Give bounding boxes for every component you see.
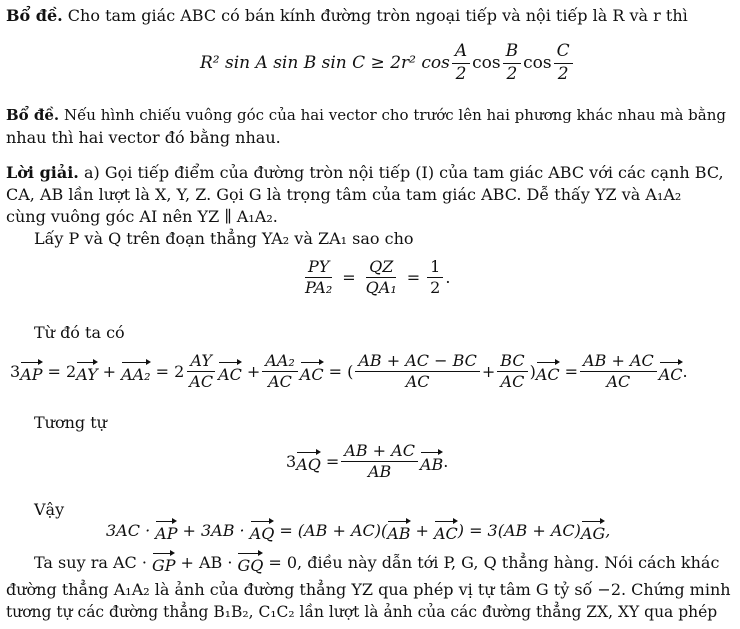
frac-c-over-2: $\frac{C}{2}$ bbox=[554, 42, 573, 84]
solution-line9: đường thẳng A₁A₂ là ảnh của đường thẳng YZ qua phép vị tự tâm G tỷ số −2. Chứng minh bbox=[6, 580, 731, 599]
term: + 3AB · bbox=[182, 521, 245, 540]
plus: + bbox=[246, 362, 261, 382]
frac-ab-ac-bc: $\frac{AB + AC - BC}{AC}$ bbox=[355, 352, 480, 392]
frac-ab-ac-over-ab: $\frac{AB + AC}{AB}$ bbox=[341, 442, 418, 482]
solution-line7: Vậy bbox=[34, 500, 65, 519]
lemma1-text: Cho tam giác ABC có bán kính đường tròn ngoại tiếp và nội tiếp là R và r thì bbox=[67, 6, 688, 25]
plus: + bbox=[102, 362, 117, 382]
lemma2-label: Bổ đề. bbox=[6, 106, 60, 124]
lemma1-label: Bổ đề. bbox=[6, 6, 63, 25]
vec-ac: AC bbox=[300, 359, 324, 384]
frac-ay-ac: $\frac{AY}{AC}$ bbox=[189, 351, 214, 392]
term: 3AC · bbox=[106, 521, 151, 540]
frac-qz-qa1: $\frac{QZ}{\text{QA₁}}$ bbox=[365, 257, 397, 298]
plus: + bbox=[481, 362, 496, 382]
lemma1-line bbox=[6, 6, 688, 25]
vec-ab: AB bbox=[420, 449, 443, 474]
frac-b-over-2: $\frac{B}{2}$ bbox=[503, 42, 522, 84]
lemma1-formula-left: R² sin A sin B sin C ≥ 2r² cos bbox=[200, 53, 450, 74]
paren: ) bbox=[529, 362, 536, 382]
vec-ay: AY bbox=[76, 359, 97, 384]
vector-equation-ag bbox=[106, 518, 610, 543]
plus: + bbox=[415, 521, 429, 540]
vec-ac: AC bbox=[536, 359, 560, 384]
vec-ap: AP bbox=[20, 359, 42, 384]
solution-line6: Tương tự bbox=[34, 413, 107, 432]
cos-2: cos bbox=[472, 53, 501, 74]
lemma1-formula bbox=[200, 42, 575, 84]
coef: 3 bbox=[286, 452, 297, 472]
solution-line10: tương tự các đường thẳng B₁B₂, C₁C₂ lần lượt là ảnh của các đường thẳng ZX, XY qua phép bbox=[6, 603, 718, 621]
lemma2-text1: Nếu hình chiếu vuông góc của hai vector cho trước lên hai phương khác nhau mà bằng bbox=[63, 106, 726, 124]
ratio-equation bbox=[300, 258, 450, 298]
frac-bc-ac: $\frac{BC}{AC}$ bbox=[497, 352, 527, 392]
vec-ag: AG bbox=[581, 518, 605, 543]
eq-sign: = bbox=[325, 452, 340, 472]
eq-term: = ( bbox=[328, 362, 354, 382]
period: . bbox=[682, 362, 688, 382]
vec-aa2: AA₂ bbox=[121, 359, 151, 384]
term: ) = 3(AB + AC) bbox=[457, 521, 581, 540]
period: . bbox=[445, 268, 451, 288]
lemma2-line2: nhau thì hai vector đó bằng nhau. bbox=[6, 128, 281, 147]
solution-line5: Từ đó ta có bbox=[34, 323, 125, 342]
cos-3: cos bbox=[523, 53, 552, 74]
text: = 0, điều này dẫn tới P, G, Q thẳng hàng. Nói cách khác bbox=[268, 553, 720, 572]
frac-py-pa2: $\frac{PY}{\text{PA₂}}$ bbox=[305, 257, 333, 298]
eq-term: = 2 bbox=[155, 362, 185, 382]
vec-ac: AC bbox=[659, 359, 683, 384]
period: . bbox=[443, 452, 449, 472]
vec-ap: AP bbox=[155, 518, 177, 543]
frac-aa2-ac: $\frac{\text{AA₂}}{AC}$ bbox=[262, 352, 298, 392]
comma: , bbox=[605, 521, 611, 540]
frac-ab-ac-over-ac: $\frac{AB + AC}{AC}$ bbox=[580, 352, 657, 392]
vec-ac: AC bbox=[434, 518, 458, 543]
vec-ab: AB bbox=[387, 518, 410, 543]
term: = (AB + AC)( bbox=[279, 521, 388, 540]
solution-label: Lời giải. bbox=[6, 163, 79, 182]
eq-sign: = bbox=[406, 268, 421, 288]
eq-term: = 2 bbox=[47, 362, 77, 382]
solution-line1 bbox=[6, 163, 724, 182]
solution-line4: Lấy P và Q trên đoạn thẳng YA₂ và ZA₁ sao cho bbox=[34, 229, 414, 248]
coef: 3 bbox=[10, 362, 21, 382]
solution-line3: cùng vuông góc AI nên YZ ∥ A₁A₂. bbox=[6, 207, 278, 226]
text: + AB · bbox=[180, 553, 233, 572]
vector-equation-ap bbox=[10, 352, 688, 392]
vec-ac: AC bbox=[218, 359, 242, 384]
vector-equation-aq bbox=[286, 442, 448, 482]
solution-text1: a) Gọi tiếp điểm của đường tròn nội tiếp (I) của tam giác ABC với các cạnh BC, bbox=[83, 163, 724, 182]
eq-sign: = bbox=[342, 268, 356, 288]
lemma2-line1 bbox=[6, 106, 726, 124]
solution-line2: CA, AB lần lượt là X, Y, Z. Gọi G là trọng tâm của tam giác ABC. Dễ thấy YZ và A₁A₂ bbox=[6, 185, 682, 204]
text: Ta suy ra AC · bbox=[34, 553, 147, 572]
frac-one-half: $\frac{1}{2}$ bbox=[427, 258, 443, 298]
eq-sign: = bbox=[564, 362, 579, 382]
frac-a-over-2: $\frac{A}{2}$ bbox=[452, 42, 470, 84]
vec-gp: GP bbox=[152, 550, 176, 575]
solution-line8 bbox=[34, 550, 719, 575]
vec-aq: AQ bbox=[296, 449, 321, 474]
vec-gq: GQ bbox=[237, 550, 263, 575]
vec-aq: AQ bbox=[250, 518, 275, 543]
